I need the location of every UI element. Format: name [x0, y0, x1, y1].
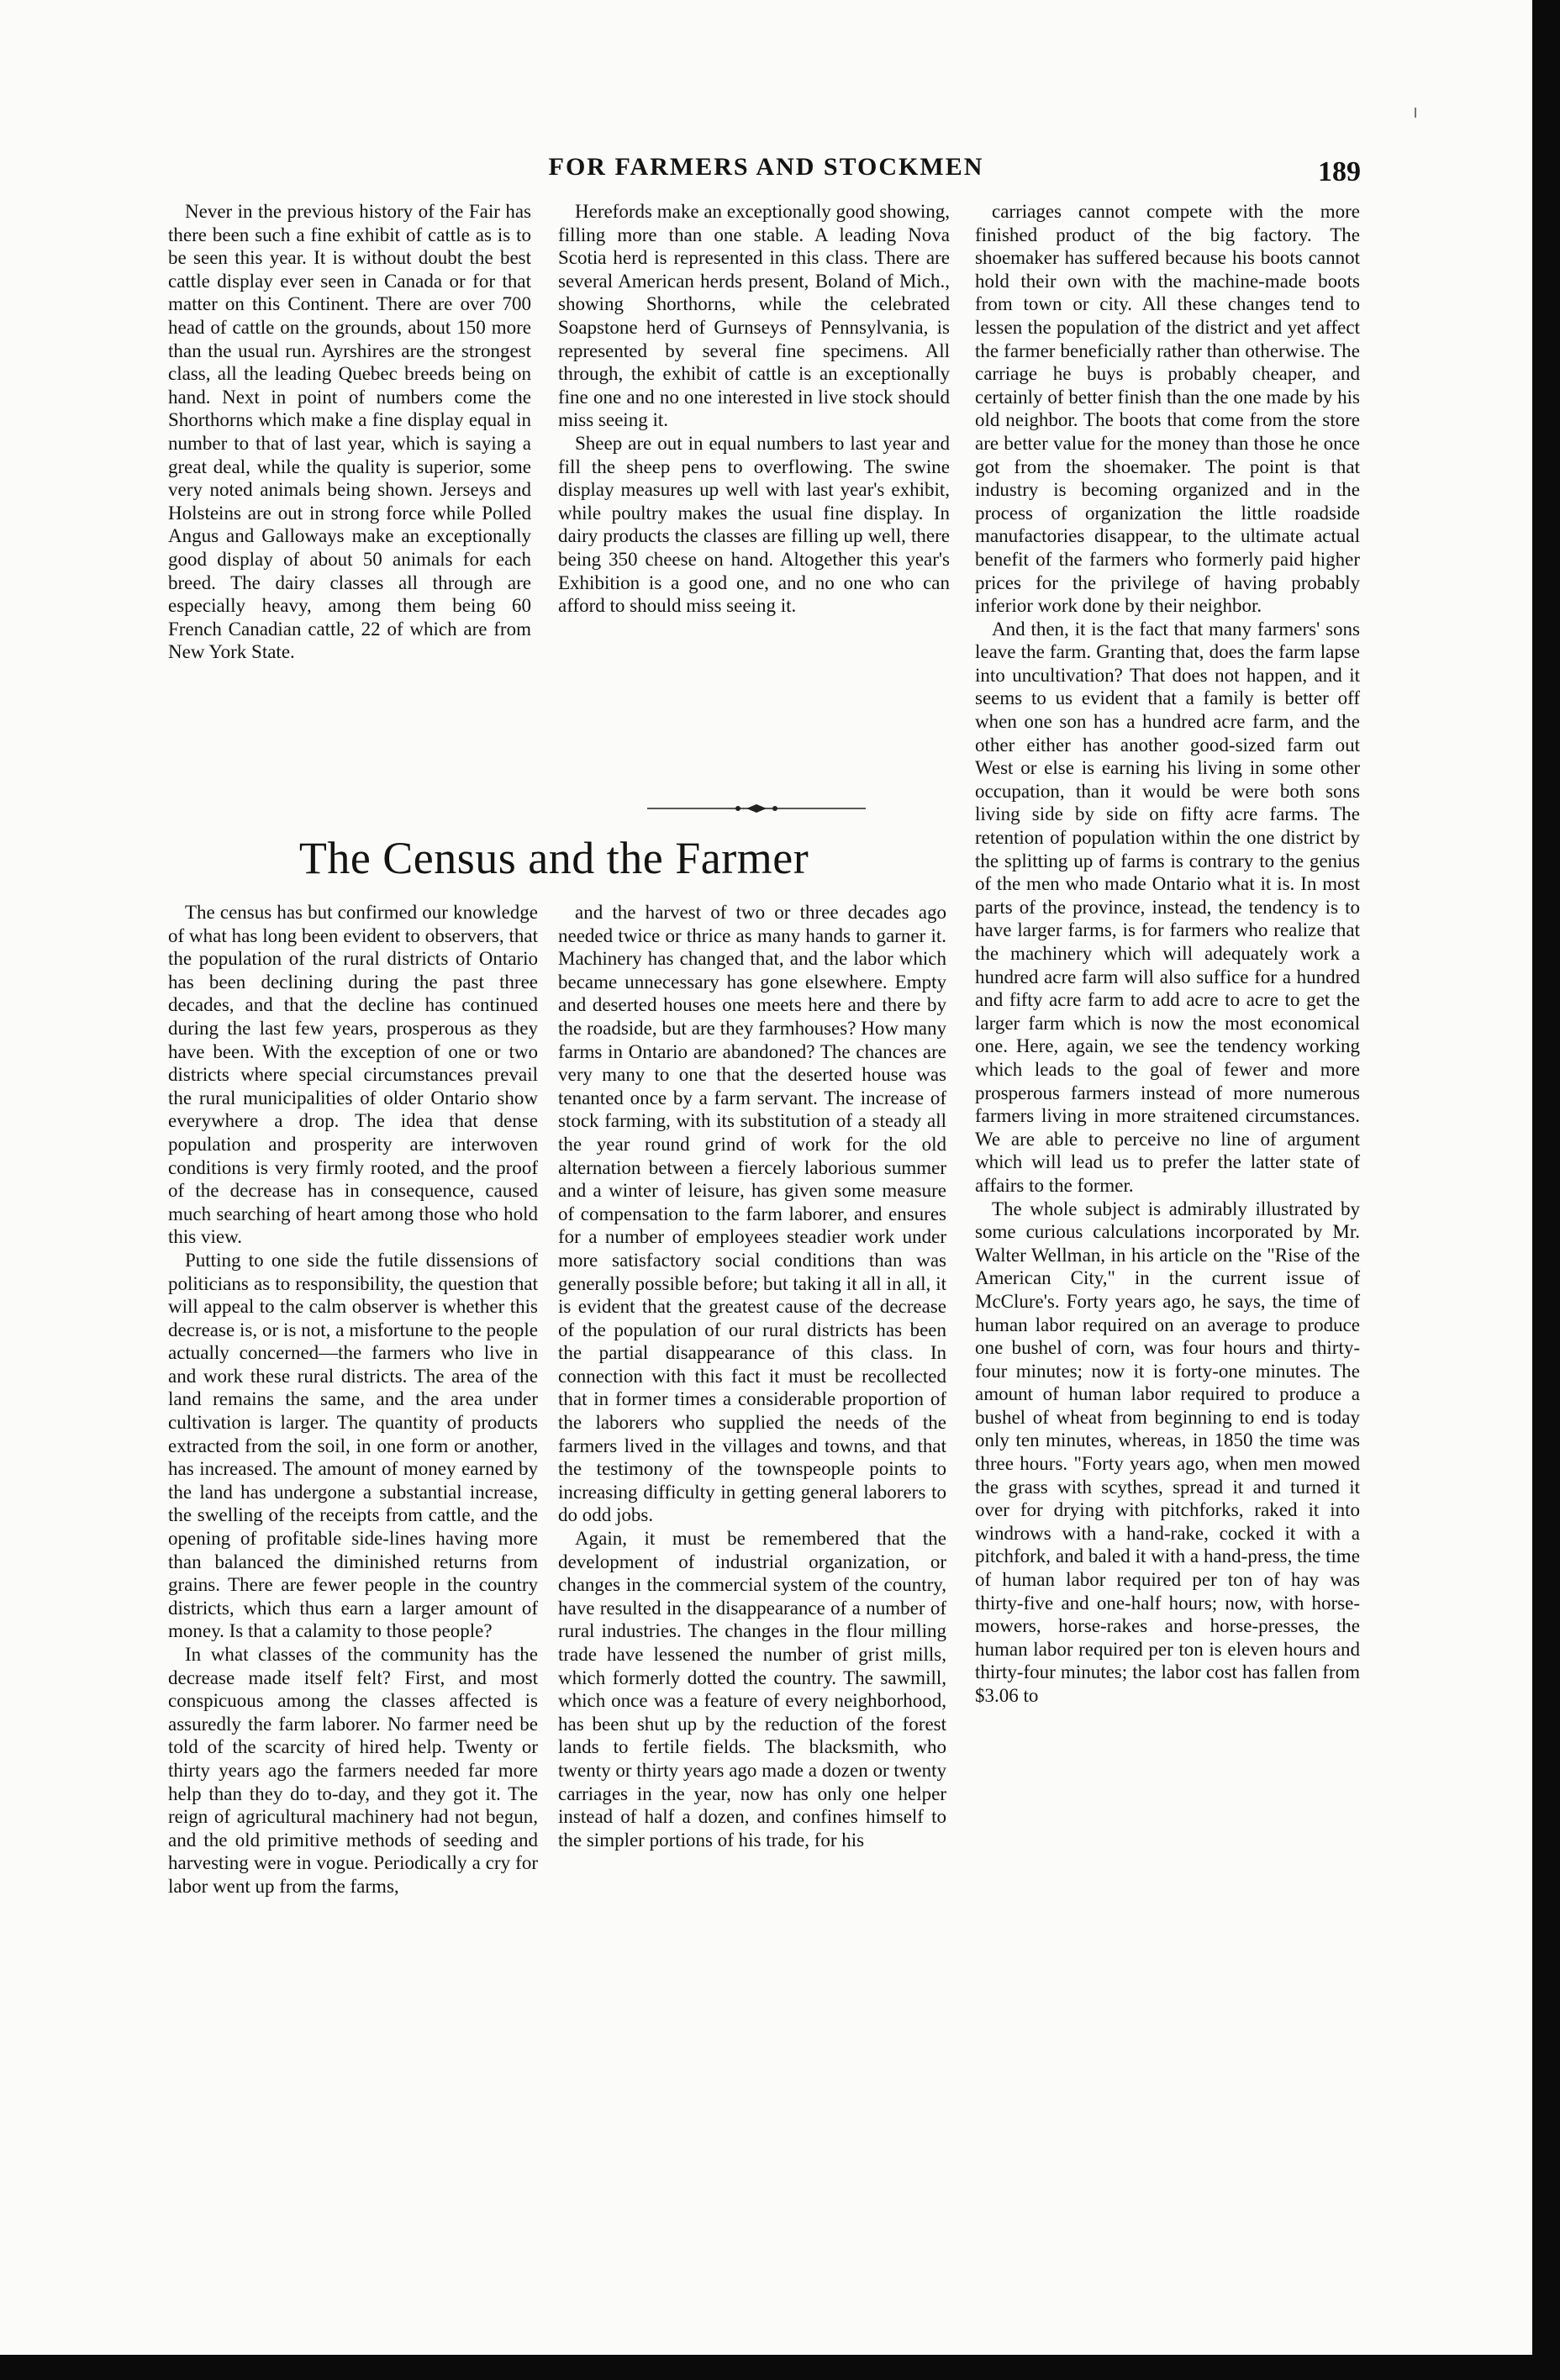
census-paragraph: Again, it must be remembered that the development of industrial organization, or changes in the commercial system of the country, have resulted in the disappearance of a number of rural industries. The changes in the flour milling trade have lessened the number of grist mills, which formerly dotted the country. The sawmill, which once was a feature of every neighborhood, has been shut up by the reduction of the forest lands to fertile fields. The blacksmith, who twenty or thirty years ago made a dozen or twenty carriages in the year, now has only one helper instead of half a dozen, and confines himself to the simpler portions of his trade, for his [558, 1528, 946, 1851]
census-paragraph: Putting to one side the futile dissensions of politicians as to responsibility, the question that will appeal to the calm observer is whether this decrease is, or is not, a misfortune to the people actually concerned—the farmers who live in and work these rural districts. The area of the land remains the same, and the area under cultivation is larger. The quantity of products extracted from the soil, in one form or another, has increased. The amount of money earned by the land has undergone a substantial increase, the swelling of the receipts from cattle, and the opening of profitable side-lines having more than balanced the diminished returns from grains. There are fewer people in the country districts, which thus earn a larger amount of money. Is that a calamity to those people? [168, 1249, 538, 1642]
running-title: FOR FARMERS AND STOCKMEN [548, 153, 984, 181]
census-paragraph: and the harvest of two or three decades ago needed twice or thrice as many hands to garner it. Machinery has changed that, and the labor which became unnecessary has gone elsewhere. Empty and deserted houses one meets here and there by the roadside, but are they farmhouses? How many farms in Ontario are abandoned? The chances are very many to one that the deserted house was tenanted once by a farm servant. The increase of stock farming, with its substitution of a steady all the year round grind of work for the old alternation between a fiercely laborious summer and a winter of leisure, has given some measure of compensation to the farm laborer, and ensures for a number of employees steadier work under more satisfactory social conditions than was generally possible before; but taking it all in all, it is evident that the greatest cause of the decrease of the population of our rural districts has been the partial disappearance of this class. In connection with this fact it must be recollected that in former times a considerable proportion of the laborers who supplied the needs of the farmers lived in the villages and towns, and that the testimony of the townspeople points to increasing difficulty in getting general laborers to do odd jobs. [558, 902, 946, 1526]
census-article-column-2 [558, 901, 946, 1851]
scan-mark [1415, 108, 1416, 118]
cattle-article-column-1 [168, 200, 531, 664]
section-divider-ornament [639, 803, 874, 814]
cattle-article-column-2 [558, 200, 950, 618]
census-paragraph: In what classes of the community has the decrease made itself felt? First, and most conspicuous among the classes affected is assuredly the farm laborer. No farmer need be told of the scarcity of hired help. Twenty or thirty years ago the farmers needed far more help than they do to-day, and they got it. The reign of agricultural machinery had not begun, and the old primitive methods of seeding and harvesting were in vogue. Periodically a cry for labor went up from the farms, [168, 1644, 538, 1897]
census-paragraph: The census has but confirmed our knowledge of what has long been evident to observers, that the population of the rural districts of Ontario has been declining during the past three decades, and that the decline has continued during the last few years, prosperous as they have been. With the exception of one or two districts where special circumstances prevail the rural municipalities of older Ontario show everywhere a drop. The idea that dense population and prosperity are interwoven conditions is very firmly rooted, and the proof of the decrease has in consequence, caused much searching of heart among those who hold this view. [168, 902, 538, 1248]
census-article-column-3 [975, 200, 1360, 1708]
census-paragraph: The whole subject is admirably illustrated by some curious calculations incorporated by Mr. Walter Wellman, in his article on the "Rise of the American City," in the current issue of McClure's. Forty years ago, he says, the time of human labor required on an average to produce one bushel of corn, was four hours and thirty-four minutes; now it is forty-one minutes. The amount of human labor required to produce a bushel of wheat from beginning to end is today only ten minutes, whereas, in 1850 the time was three hours. "Forty years ago, when men mowed the grass with scythes, spread it and turned it over for drying with pitchforks, raked it into windrows with a hand-rake, cocked it with a pitchfork, and baled it with a hand-press, the time of human labor required per ton of hay was thirty-five and one-half hours; now, with horse-mowers, horse-rakes and horse-presses, the human labor required per ton is eleven hours and thirty-four minutes; the labor cost has fallen from $3.06 to [975, 1198, 1360, 1706]
census-paragraph: And then, it is the fact that many farmers' sons leave the farm. Granting that, does the farm lapse into uncultivation? That does not happen, and it seems to us evident that a family is better off when one son has a hundred acre farm, and the other either has another good-sized farm out West or else is earning his living in some other occupation, than it would be were both sons living side by side on fifty acre farms. The retention of population within the one district by the splitting up of farms is contrary to the genius of the men who made Ontario what it is. In most parts of the province, instead, the tendency is to have larger farms, is for farmers who realize that the machinery which will adequately work a hundred acre farm will also suffice for a hundred and fifty acre farm to add acre to acre to get the larger farm which is now the most economical one. Here, again, we see the tendency working which leads to the goal of fewer and more prosperous farmers instead of more numerous farmers living in more straitened circumstances. We are able to perceive no line of argument which will lead us to prefer the latter state of affairs to the former. [975, 618, 1360, 1196]
article-headline: The Census and the Farmer [298, 833, 809, 883]
census-article-column-1 [168, 901, 538, 1898]
census-paragraph: carriages cannot compete with the more finished product of the big factory. The shoemaker has suffered because his boots cannot hold their own with the machine-made boots from town or city. All these changes tend to lessen the population of the district and yet affect the farmer beneficially rather than otherwise. The carriage he buys is probably cheaper, and certainly of better finish than the one made by his old neighbor. The boots that come from the store are better value for the money than those he once got from the shoemaker. The point is that industry is becoming organized and in the process of organization the little roadside manufactories disappear, to the ultimate actual benefit of the farmers who formerly paid higher prices for the privilege of having probably inferior work done by their neighbor. [975, 201, 1360, 617]
cattle-article-paragraph: Sheep are out in equal numbers to last year and fill the sheep pens to overflowing. The swine display measures up well with last year's exhibit, while poultry makes the usual fine display. In dairy products the classes are filling up well, there being 350 cheese on hand. Altogether this year's Exhibition is a good one, and no one who can afford to should miss seeing it. [558, 432, 950, 617]
cattle-article-paragraph: Herefords make an exceptionally good showing, filling more than one stable. A leading Nova Scotia herd is represented in this class. There are several American herds present, Boland of Mich., showing Shorthorns, while the celebrated Soapstone herd of Gurnseys of Pennsylvania, is represented by several fine specimens. All through, the exhibit of cattle is an exceptionally fine one and no one interested in live stock should miss seeing it. [558, 201, 950, 431]
cattle-article-paragraph: Never in the previous history of the Fair has there been such a fine exhibit of cattle as is to be seen this year. It is without doubt the best cattle display ever seen in Canada or for that matter on this Continent. There are over 700 head of cattle on the grounds, about 150 more than the usual run. Ayrshires are the strongest class, all the leading Quebec breeds being on hand. Next in point of numbers come the Shorthorns which make a fine display equal in number to that of last year, which is saying a great deal, while the quality is superior, some very noted animals being shown. Jerseys and Holsteins are out in strong force while Polled Angus and Galloways make an exceptionally good display of about 50 animals for each breed. The dairy classes all through are especially heavy, among them being 60 French Canadian cattle, 22 of which are from New York State. [168, 201, 531, 663]
page-number: 189 [1318, 156, 1361, 187]
